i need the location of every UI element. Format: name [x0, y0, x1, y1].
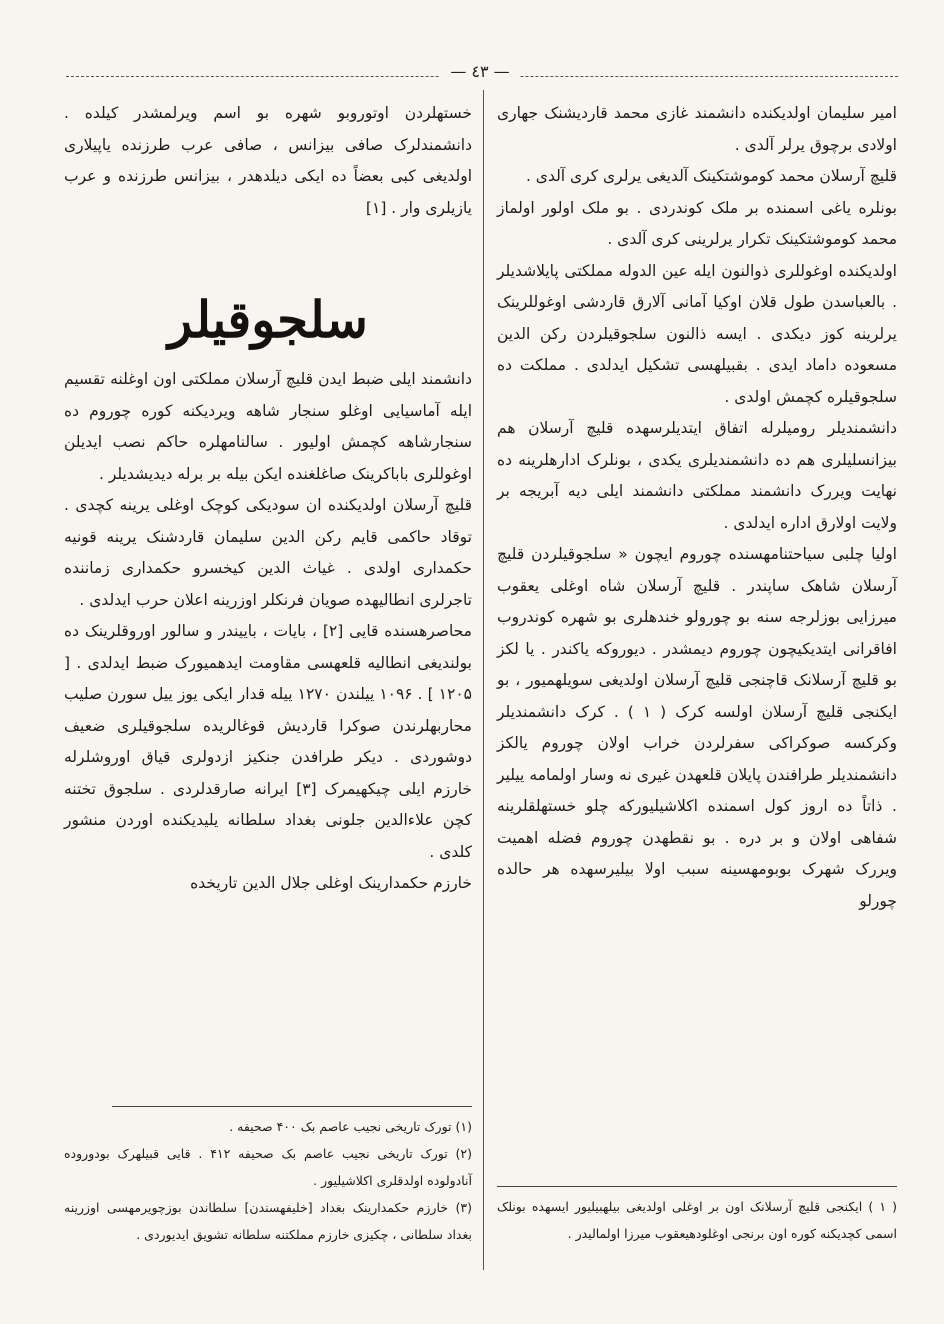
left-column: [64, 98, 472, 900]
right-footnotes: [497, 1186, 897, 1247]
left-paragraph-4: خارزم حکمدارینک اوغلی جلال الدین تاریخده: [190, 874, 472, 892]
right-paragraph-4: اولدیکنده اوغوللری ذوالنون ایله عین الدوله مملکتی پایلاشدیلر . بالعباسدن طول قلان اوکیا آمانی آلارق قاردشی اوغوللرینک یرلرینه کوز دیکدی . ایسه ذالنون سلجوقیلردن رکن الدین مسعوده داماد ایدی . بقبیلهسی تشکیل ایدلدی . مملکت ده سلجوقیلره کچمش اولدی .: [497, 261, 897, 406]
section-title: سلجوقیلر: [168, 290, 368, 349]
right-column: [497, 98, 897, 917]
column-divider: [483, 90, 484, 1270]
right-paragraph-1: امیر سلیمان اولدیکنده دانشمند غازی محمد قاردیشنک جهاری اولادی برچوق یرلر آلدی .: [497, 104, 897, 154]
left-footnote-rule: [112, 1106, 472, 1107]
right-footnote-1: ( ۱ ) ایکنجی قلیچ آرسلانک اون بر اوغلی اولدیغی بیلهبیلیور ایسهده بونلک اسمی کچدیکنه کوره اون برنجی اوغلودهیعقوب میرزا اولمالیدر .: [497, 1199, 897, 1241]
right-paragraph-6: اولیا چلبی سیاحتنامهسنده چوروم ایچون « سلجوقیلردن قلیچ آرسلان شاهک ساپندر . قلیچ آرسلان شاه اوغلی یعقوب میرزایی بوزلرجه سنه بو چورولو خندهلری بو شهره کوندروب افاقرانی ایتدیکیچون چوروم دیمشدر . دیوروکه یاکندر . یا لکز بو قلیچ آرسلانک قاچنجی قلیچ آرسلان اولدیغی سویلهمیور ، بو ایکنجی قلیچ آرسلان اولسه کرک ( ۱ ) . کرک دانشمندیلر وکرکسه صوکراکی سفرلردن خراب اولان چوروم یالکز دانشمندیلر طرافندن پایلان قلعهدن غیری نه وسار اولمامه ییلیر . ذاتاً ده اروز کول اسمنده اکلاشیلیورکه چلو خستهلقلرینه شفاهی اولان و بر دره . بو نقطهدن چوروم فضله اهمیت ویررک شهرک بوبومهسینه سبب اولا بیلیرسهده هر حالده چورلو: [497, 545, 897, 910]
left-paragraph-top: خستهلردن اوتوروبو شهره بو اسم ویرلمشدر کیلده . دانشمندلرک صافی بیزانس ، صافی عرب طرزنده یاپیلاری اولدیغی کبی بعضاً ده ایکی دیلدهدر ، بیزانس طرزنده و عرب یازیلری وار . [۱]: [64, 104, 472, 217]
left-footnotes: [64, 1098, 472, 1248]
page-number: — ٤٣ —: [440, 62, 520, 81]
right-paragraph-5: دانشمندیلر رومیلرله اتفاق ایتدیلرسهده قلیچ آرسلان هم بیزانسلیلری هم ده دانشمندیلری یکدی ، بونلرک ادارهلرینه ده نهایت ویررک دانشمند مملکتی دانشمند ایلی دیه آبریجه بر ولایت اولارق اداره ایدلدی .: [497, 419, 897, 532]
right-paragraph-3: بونلره یاغی اسمنده بر ملک کوندردی . بو ملک اولور اولماز محمد کوموشتکینک تکرار یرلرینی کری آلدی .: [497, 198, 897, 248]
left-paragraph-1: دانشمند ایلی ضبط ایدن قلیچ آرسلان مملکتی اون اوغلنه تقسیم ایله آماسیایی اوغلو سنجار شاهه ویردیکنه کوره چوروم ده سنجارشاهه کچمش اولیور . سالنامهلره حاکم نصب ایدیلن اوغوللری باباکرینک صاغلغنده ایکن بیله بر برله دیدیشدیلر .: [64, 370, 472, 483]
left-paragraph-2: قلیچ آرسلان اولدیکنده ان سودیکی کوچک اوغلی یرینه کچدی . توقاد حاکمی قایم رکن الدین سلیمان قاردشنک یرینه قونیه حکمداری اولدی . غیاث الدین کیخسرو حکمداری زماننده تاجرلری انطالیهده صویان فرنکلر اوزرینه اعلان حرب ایدلدی .: [64, 496, 472, 609]
left-paragraph-3: محاصرهسنده قایی [۲] ، بایات ، باییندر و سالور اوروقلرینک ده بولندیغی انطالیه قلعهسی مقاومت ایدهمیورک ضبط ایدلدی . [ ۱۲۰۵ ] . ۱۰۹۶ ییلندن ۱۲۷۰ ییله قدار ایکی یوز ییل سورن صلیب محاربهلرندن صوکرا قاردیش قوغالریده سلجوقیلری ضعیف دوشوردی . دیکر طرافدن جنکیز ازدولری قیاق اوروشلرله خارزم ایلی چیکهیمرک [۳] ایرانه صارقدلردی . سلجوق تختنه کچن علاءالدین جلونی بغداد سلطانه یلیدیکنده اوردن منشور کلدی .: [64, 622, 472, 861]
left-footnote-2: (۲) تورک تاریخی نجیب عاصم بک صحیفه ۴۱۲ . قایی قبیلهرک بودوروده آنادولوده اولدقلری اکلاشیلیور .: [64, 1146, 472, 1188]
left-footnote-3: (۳) خارزم حکمدارینک بغداد [خلیفهسندن] سلطاندن بوزچویرمهسی اوزرینه بغداد سلطانی ، چکیزی خارزم مملکتنه سلطانه تشویق ایدیوردی .: [64, 1200, 472, 1242]
right-footnote-rule: [497, 1186, 897, 1187]
left-footnote-1: (۱) تورک تاریخی نجیب عاصم بک ۴۰۰ صحیفه .: [229, 1119, 472, 1134]
right-paragraph-2: قلیچ آرسلان محمد کوموشتکینک آلدیغی یرلری کری آلدی .: [525, 167, 897, 185]
